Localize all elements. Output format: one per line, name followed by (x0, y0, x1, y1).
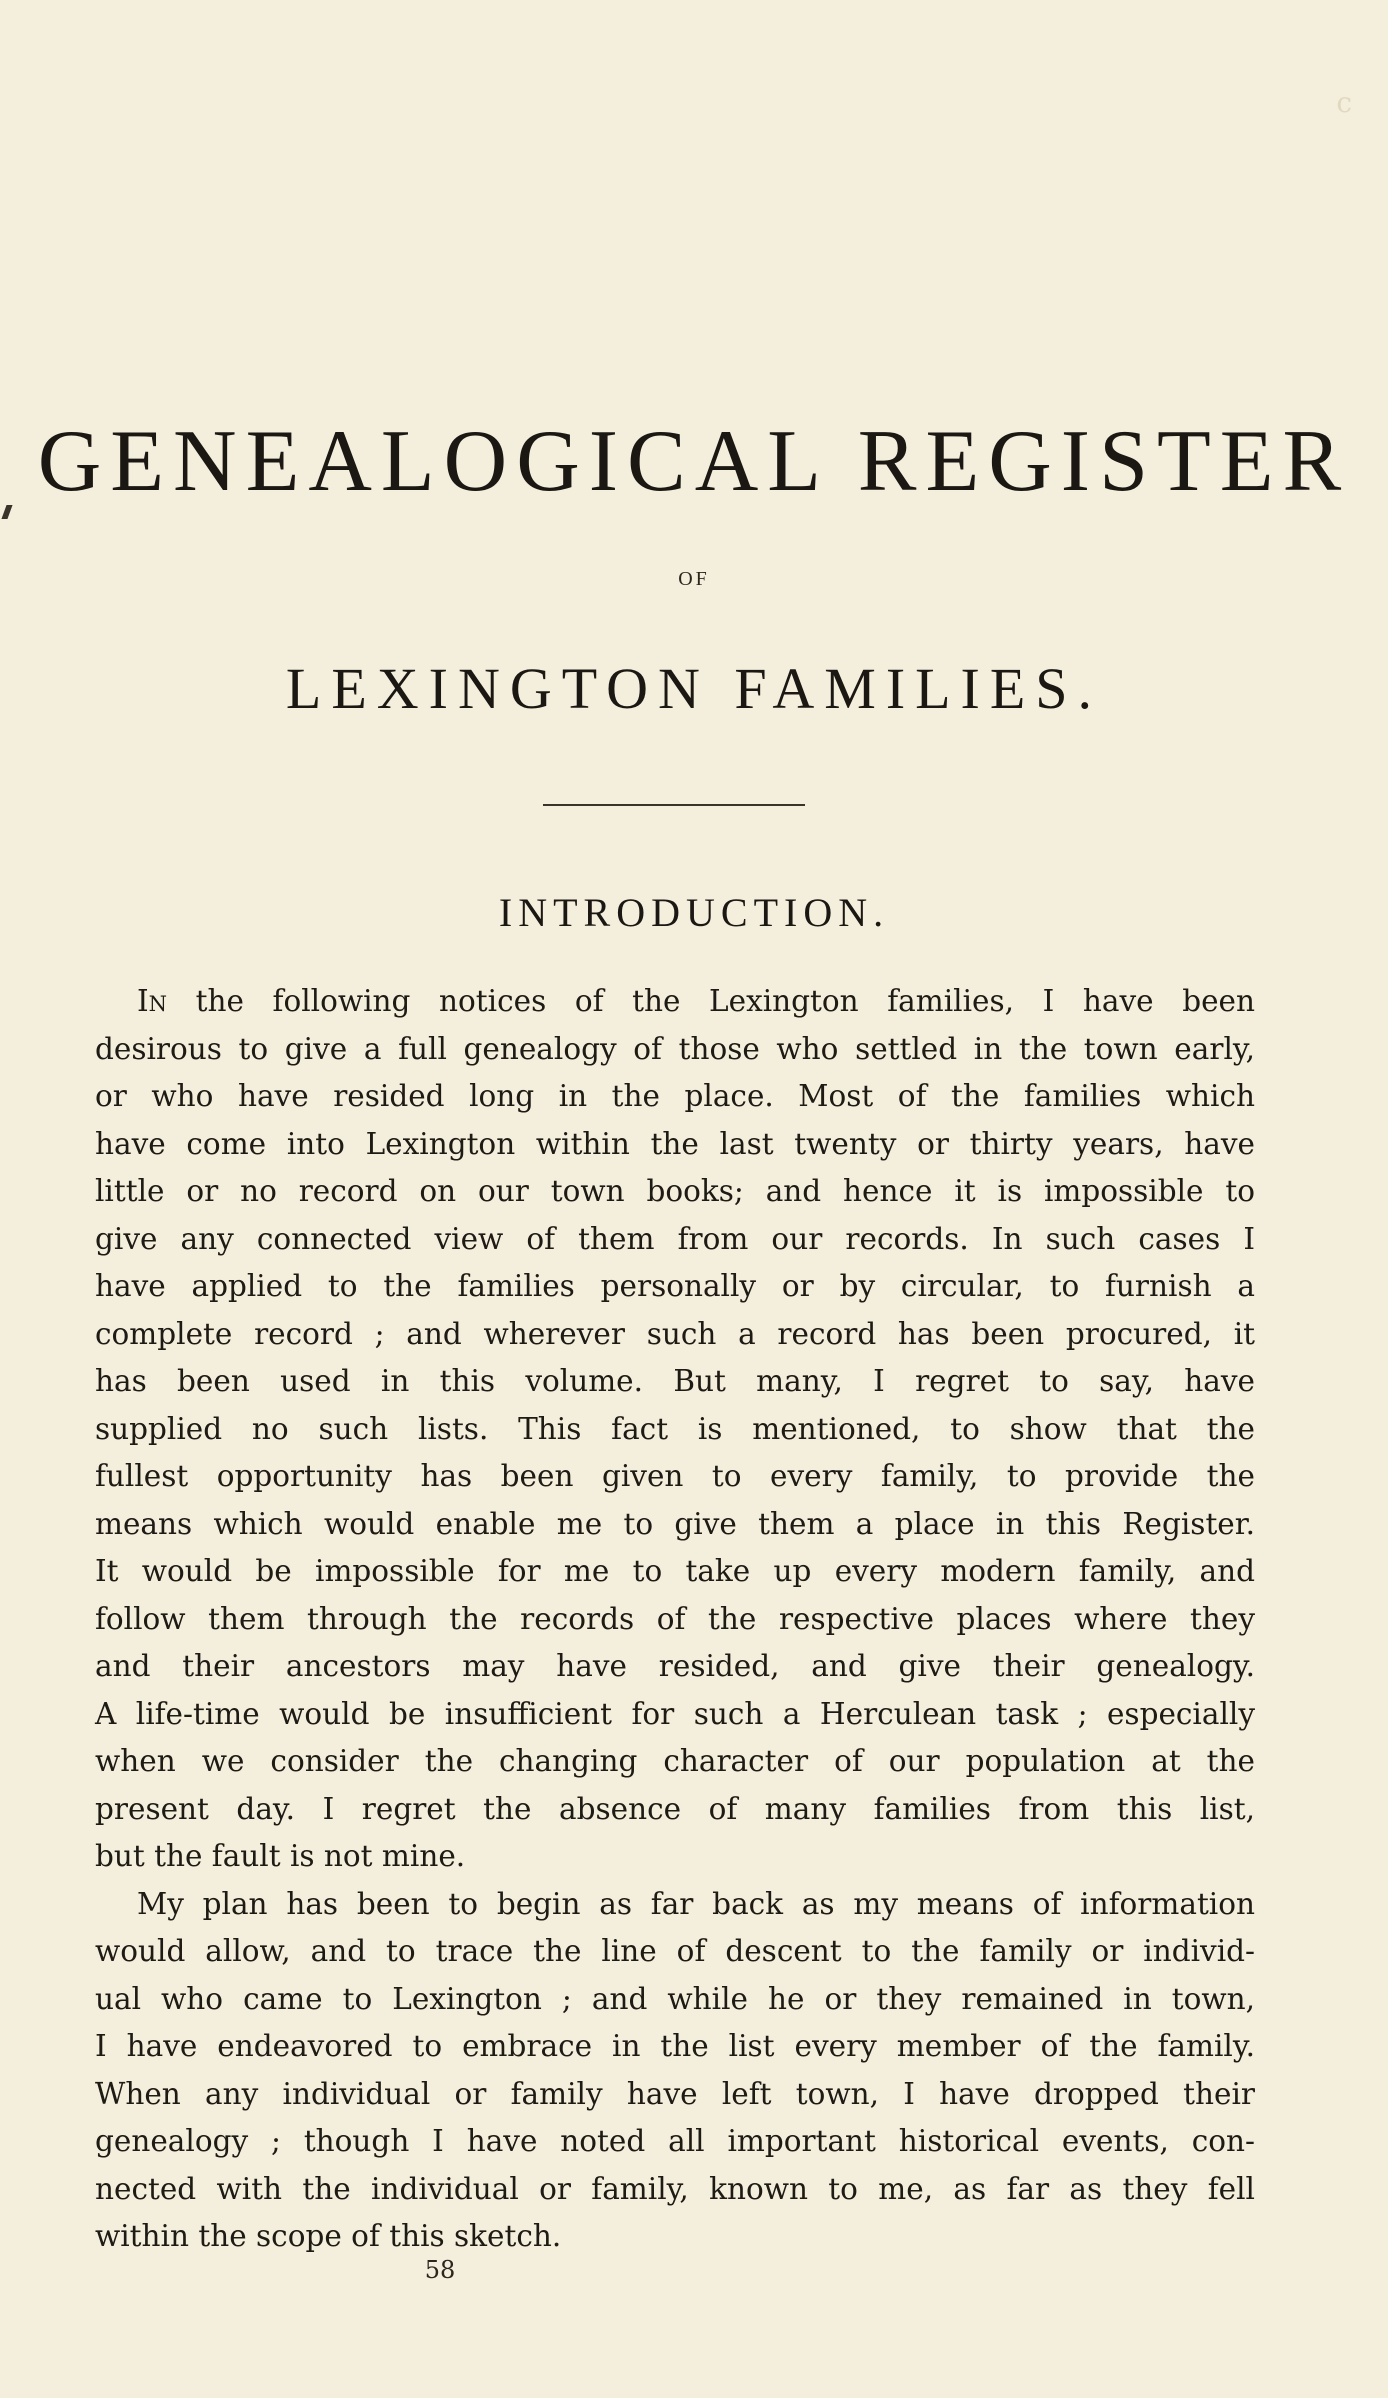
paragraph-2-line: nected with the individual or family, known to me, as far as they fell (95, 2171, 1255, 2206)
paragraph-2-line: When any individual or family have left town, I have dropped their (95, 2076, 1255, 2111)
paragraph-1-line: follow them through the records of the respective places where they (95, 1601, 1255, 1636)
paragraph-2-line: within the scope of this sketch. (95, 2219, 562, 2253)
paragraph-1-line: give any connected view of them from our records. In such cases I (95, 1221, 1255, 1256)
page-number: 58 (424, 2256, 456, 2284)
paragraph-1-line: In the following notices of the Lexington families, I have been (137, 984, 1255, 1018)
paragraph-1-line: little or no record on our town books; and hence it is impossible to (95, 1174, 1255, 1208)
bleed-through-mark: c (1336, 86, 1352, 119)
paragraph-2-line: would allow, and to trace the line of descent to the family or individ- (95, 1934, 1255, 1968)
paragraph-1-line: complete record ; and wherever such a record has been procured, it (95, 1316, 1255, 1351)
paragraph-2-line: I have endeavored to embrace in the list every member of the family. (95, 2029, 1255, 2063)
paragraph-1-line: supplied no such lists. This fact is mentioned, to show that the (95, 1411, 1255, 1446)
paragraph-1-line: It would be impossible for me to take up every modern family, and (95, 1554, 1255, 1588)
introduction-body (95, 978, 1255, 2261)
title-connector: OF (678, 568, 710, 590)
paragraph-1-line: but the fault is not mine. (95, 1839, 466, 1873)
opening-small-caps: In (137, 984, 168, 1018)
paragraph-1-line: and their ancestors may have resided, and give their genealogy. (95, 1649, 1255, 1683)
edge-ink-mark (1, 505, 12, 519)
paragraph-1-line: A life-time would be insufficient for such a Herculean task ; especially (95, 1696, 1255, 1731)
page-title: GENEALOGICAL REGISTER (37, 413, 1351, 510)
paragraph-1-line: when we consider the changing character of our population at the (95, 1744, 1255, 1778)
paragraph-2-line: genealogy ; though I have noted all important historical events, con- (95, 2124, 1255, 2158)
paragraph-1-line: desirous to give a full genealogy of those who settled in the town early, (95, 1031, 1255, 1066)
section-heading: INTRODUCTION. (498, 890, 890, 935)
paragraph-2-line: ual who came to Lexington ; and while he or they remained in town, (95, 1981, 1255, 2016)
paragraph-2-line: My plan has been to begin as far back as my means of information (137, 1886, 1255, 1921)
page-subtitle: LEXINGTON FAMILIES. (285, 656, 1103, 721)
paragraph-1-line: present day. I regret the absence of many families from this list, (95, 1791, 1255, 1826)
paragraph-1-line: fullest opportunity has been given to every family, to provide the (95, 1459, 1255, 1493)
paragraph-1-line: means which would enable me to give them a place in this Register. (95, 1506, 1255, 1541)
paragraph-1-line: or who have resided long in the place. Most of the families which (95, 1079, 1255, 1113)
title-divider (543, 804, 805, 806)
paragraph-1-line: have applied to the families personally or by circular, to furnish a (95, 1269, 1255, 1303)
paragraph-1-line: has been used in this volume. But many, I regret to say, have (95, 1364, 1255, 1398)
paragraph-1-line: have come into Lexington within the last twenty or thirty years, have (95, 1126, 1255, 1161)
